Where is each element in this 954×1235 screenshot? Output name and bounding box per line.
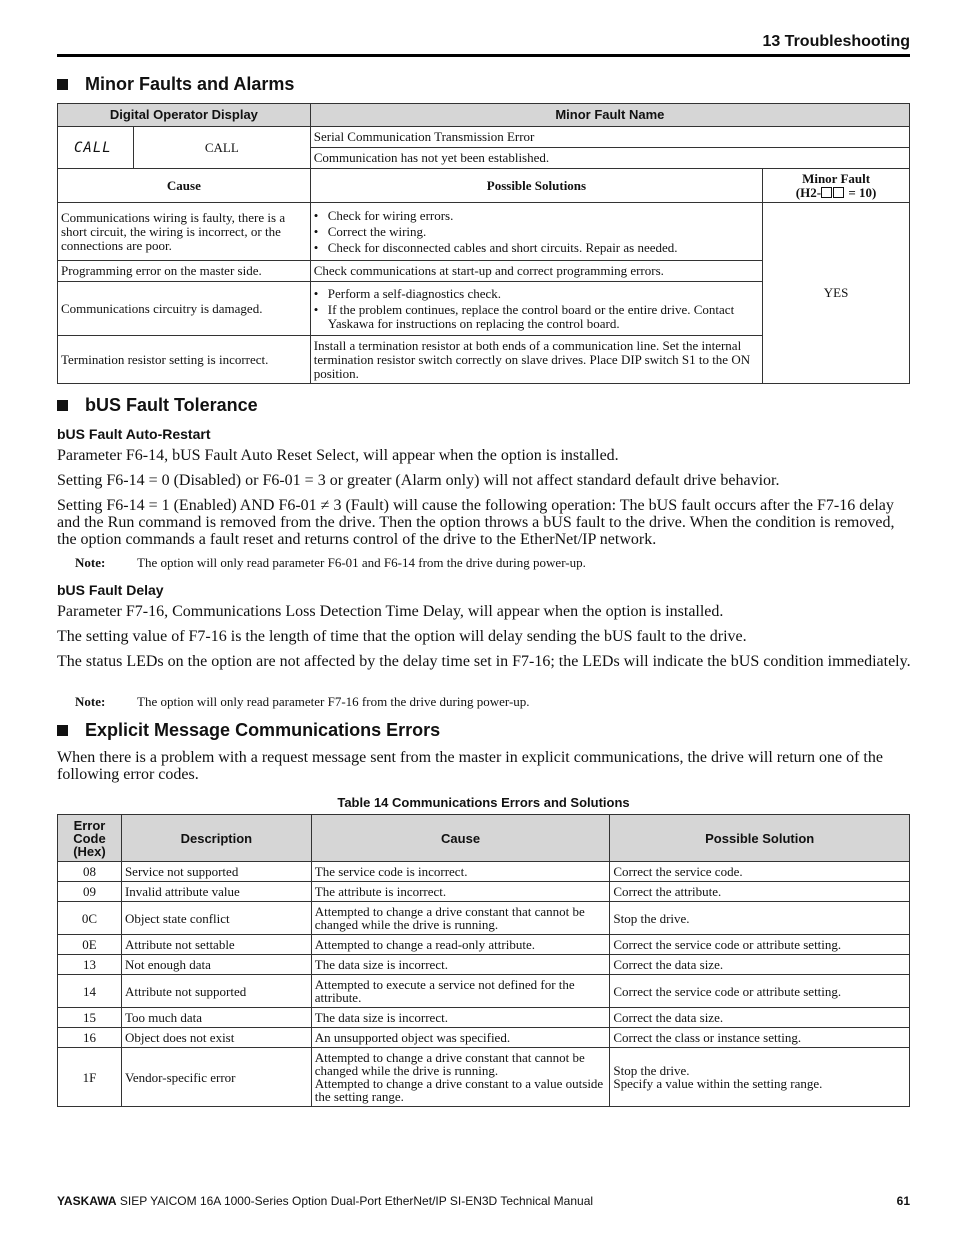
col-header-minor-fault [763, 169, 910, 203]
error-code: 0C [58, 902, 122, 935]
page-number: 61 [896, 1194, 910, 1208]
solutions-cell: Check communications at start-up and correct programming errors. [310, 261, 762, 282]
col-header-display: Digital Operator Display [58, 104, 311, 127]
error-description: Vendor-specific error [121, 1048, 311, 1107]
table-row [58, 1008, 910, 1028]
fault-description: Communication has not yet been established. [310, 148, 909, 169]
solutions-cell: Install a termination resistor at both ends of a communication line. Set the internal termination resistor switch correctly on slave drives. Place DIP switch S1 to the ON position. [310, 336, 762, 384]
header-rule [57, 54, 910, 57]
table-row [58, 935, 910, 955]
error-description: Invalid attribute value [121, 882, 311, 902]
error-solution: Stop the drive. [610, 902, 910, 935]
note-label: Note: [75, 555, 106, 570]
table-row [58, 975, 910, 1008]
error-cause: The attribute is incorrect. [311, 882, 610, 902]
minor-fault-prefix: (H2- [795, 184, 822, 200]
solution-item: • If the problem continues, replace the control board or the entire drive. Contact Yaskawa for instructions on replacing the control board. [314, 303, 759, 331]
paragraph: The setting value of F7-16 is the length of time that the option will delay sending the bUS fault to the drive. [57, 628, 747, 645]
error-description: Too much data [121, 1008, 311, 1028]
solution-item: • Check for disconnected cables and short circuits. Repair as needed. [314, 241, 759, 255]
error-code: 08 [58, 862, 122, 882]
display-text: CALL [133, 127, 310, 169]
heading-explicit-errors [57, 720, 440, 741]
solution-item: • Check for wiring errors. [314, 209, 759, 223]
error-solution [610, 1048, 910, 1107]
error-cause: Attempted to execute a service not defined for the attribute. [311, 975, 610, 1008]
page-header-section: 13 Troubleshooting [762, 33, 910, 50]
error-solution: Correct the service code or attribute setting. [610, 935, 910, 955]
paragraph: Setting F6-14 = 0 (Disabled) or F6-01 = 3 or greater (Alarm only) will not affect standard default drive behavior. [57, 472, 780, 489]
heading-minor-faults-text: Minor Faults and Alarms [85, 74, 295, 94]
error-cause: The data size is incorrect. [311, 955, 610, 975]
section-bullet-icon [57, 79, 68, 90]
col-header-cause: Cause [58, 169, 311, 203]
note-label: Note: [75, 694, 106, 709]
minor-fault-suffix: = 10) [845, 184, 877, 200]
cause-cell: Programming error on the master side. [58, 261, 311, 282]
col-header-cause: Cause [311, 815, 610, 862]
error-solution: Correct the class or instance setting. [610, 1028, 910, 1048]
error-cause [311, 1048, 610, 1107]
error-code: 14 [58, 975, 122, 1008]
error-description: Service not supported [121, 862, 311, 882]
note [75, 555, 586, 571]
table-row [58, 882, 910, 902]
fault-name: Serial Communication Transmission Error [310, 127, 909, 148]
error-solution: Correct the service code or attribute setting. [610, 975, 910, 1008]
heading-bus-fault-text: bUS Fault Tolerance [85, 395, 258, 415]
subheading-auto-restart: bUS Fault Auto-Restart [57, 426, 211, 442]
error-solution: Correct the data size. [610, 955, 910, 975]
col-header-fault-name: Minor Fault Name [310, 104, 909, 127]
error-solution-line: Stop the drive. [613, 1063, 690, 1078]
heading-explicit-errors-text: Explicit Message Communications Errors [85, 720, 441, 740]
error-description: Object state conflict [121, 902, 311, 935]
paragraph: When there is a problem with a request message sent from the master in explicit communications, the drive will return one of the following error codes. [57, 749, 883, 783]
error-solution-line: Specify a value within the setting range. [613, 1076, 823, 1091]
placeholder-box-icon [833, 187, 844, 198]
error-description: Object does not exist [121, 1028, 311, 1048]
error-code: 1F [58, 1048, 122, 1107]
col-header-possible-solution: Possible Solution [610, 815, 910, 862]
error-description: Attribute not settable [121, 935, 311, 955]
solution-item: • Perform a self-diagnostics check. [314, 287, 759, 301]
lcd-display-code: CALL [58, 127, 134, 169]
table-row [58, 1028, 910, 1048]
minor-fault-value: YES [763, 203, 910, 384]
error-solution: Correct the data size. [610, 1008, 910, 1028]
error-solution: Correct the service code. [610, 862, 910, 882]
error-cause: The data size is incorrect. [311, 1008, 610, 1028]
error-cause: Attempted to change a drive constant that cannot be changed while the drive is running. [311, 902, 610, 935]
paragraph: Parameter F6-14, bUS Fault Auto Reset Select, will appear when the option is installed. [57, 447, 619, 464]
col-header-error-code: Error Code (Hex) [58, 815, 122, 862]
note-text: The option will only read parameter F7-16 from the drive during power-up. [137, 694, 530, 709]
subheading-bus-fault-delay: bUS Fault Delay [57, 582, 164, 598]
solution-item: • Correct the wiring. [314, 225, 759, 239]
error-description: Not enough data [121, 955, 311, 975]
error-cause: Attempted to change a read-only attribute. [311, 935, 610, 955]
heading-bus-fault [57, 395, 258, 416]
note [75, 694, 530, 710]
table-caption: Table 14 Communications Errors and Solutions [337, 795, 630, 810]
paragraph: Setting F6-14 = 1 (Enabled) AND F6-01 ≠ 3 (Fault) will cause the following operation: The bUS fault occurs after the F7-16 delay and the Run command is removed from the drive. Then the option throws a bUS fault to the drive. When the condition is removed, the option commands a fault reset and returns control of the drive to the EtherNet/IP network. [57, 497, 895, 548]
error-cause: An unsupported object was specified. [311, 1028, 610, 1048]
error-code: 13 [58, 955, 122, 975]
table-row [58, 1048, 910, 1107]
cause-cell: Communications wiring is faulty, there is a short circuit, the wiring is incorrect, or the connections are poor. [58, 203, 311, 261]
heading-minor-faults [57, 74, 294, 95]
error-solution: Correct the attribute. [610, 882, 910, 902]
paragraph: Parameter F7-16, Communications Loss Detection Time Delay, will appear when the option is installed. [57, 603, 724, 620]
solutions-cell [310, 282, 762, 336]
error-cause: The service code is incorrect. [311, 862, 610, 882]
error-code: 09 [58, 882, 122, 902]
error-description: Attribute not supported [121, 975, 311, 1008]
error-code: 16 [58, 1028, 122, 1048]
table-row [58, 862, 910, 882]
error-code: 0E [58, 935, 122, 955]
table-row [58, 955, 910, 975]
solutions-cell [310, 203, 762, 261]
footer-brand: YASKAWA [57, 1194, 117, 1208]
error-cause-line: Attempted to change a drive constant that cannot be changed while the drive is running. [314, 1050, 585, 1078]
communications-errors-table [57, 814, 910, 1107]
cause-cell: Termination resistor setting is incorrect. [58, 336, 311, 384]
page-footer [57, 1194, 910, 1208]
error-cause-line: Attempted to change a drive constant to a value outside the setting range. [314, 1076, 604, 1104]
col-header-solutions: Possible Solutions [310, 169, 762, 203]
table-row [58, 902, 910, 935]
section-bullet-icon [57, 725, 68, 736]
note-text: The option will only read parameter F6-01 and F6-14 from the drive during power-up. [137, 555, 586, 570]
cause-cell: Communications circuitry is damaged. [58, 282, 311, 336]
minor-faults-table [57, 103, 910, 384]
paragraph: The status LEDs on the option are not affected by the delay time set in F7-16; the LEDs will indicate the bUS condition immediately. [57, 653, 911, 670]
error-code: 15 [58, 1008, 122, 1028]
section-bullet-icon [57, 400, 68, 411]
minor-fault-label-line1: Minor Fault [802, 170, 871, 186]
col-header-description: Description [121, 815, 311, 862]
placeholder-box-icon [821, 187, 832, 198]
footer-title: SIEP YAICOM 16A 1000-Series Option Dual-Port EtherNet/IP SI-EN3D Technical Manual [116, 1194, 594, 1208]
